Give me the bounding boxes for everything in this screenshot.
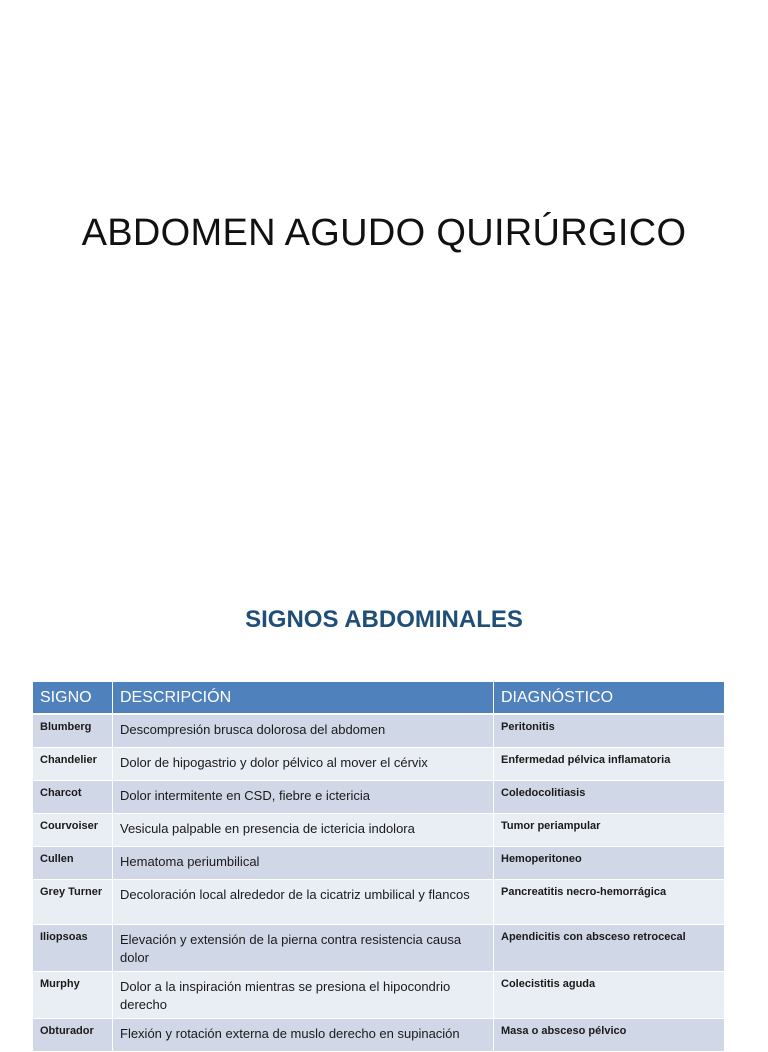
description-cell: Flexión y rotación externa de muslo derecho en supinación: [113, 1019, 494, 1052]
diagnosis-cell: Colecistitis aguda: [494, 972, 724, 1019]
sign-cell: Grey Turner: [33, 880, 113, 925]
diagnosis-cell: Masa o absceso pélvico: [494, 1019, 724, 1052]
description-cell: Dolor a la inspiración mientras se presiona el hipocondrio derecho: [113, 972, 494, 1019]
table-row: [33, 1019, 724, 1052]
column-header-diagnosis: DIAGNÓSTICO: [494, 682, 724, 715]
description-cell: Elevación y extensión de la pierna contra resistencia causa dolor: [113, 925, 494, 972]
diagnosis-cell: Coledocolitiasis: [494, 781, 724, 814]
description-cell: Hematoma periumbilical: [113, 847, 494, 880]
description-cell: Dolor de hipogastrio y dolor pélvico al mover el cérvix: [113, 748, 494, 781]
sign-cell: Blumberg: [33, 715, 113, 748]
slide-title: ABDOMEN AGUDO QUIRÚRGICO: [81, 212, 687, 254]
table-row: [33, 715, 724, 748]
table-row: [33, 925, 724, 972]
diagnosis-cell: Pancreatitis necro-hemorrágica: [494, 880, 724, 925]
diagnosis-cell: Apendicitis con absceso retrocecal: [494, 925, 724, 972]
description-cell: Decoloración local alrededor de la cicatriz umbilical y flancos: [113, 880, 494, 925]
sign-cell: Charcot: [33, 781, 113, 814]
diagnosis-cell: Hemoperitoneo: [494, 847, 724, 880]
section-title: SIGNOS ABDOMINALES: [245, 606, 523, 633]
sign-cell: Obturador: [33, 1019, 113, 1052]
table-row: [33, 847, 724, 880]
sign-cell: Murphy: [33, 972, 113, 1019]
diagnosis-cell: Tumor periampular: [494, 814, 724, 847]
diagnosis-cell: Enfermedad pélvica inflamatoria: [494, 748, 724, 781]
column-header-sign: SIGNO: [33, 682, 113, 715]
description-cell: Vesicula palpable en presencia de ictericia indolora: [113, 814, 494, 847]
table-row: [33, 781, 724, 814]
diagnosis-cell: Peritonitis: [494, 715, 724, 748]
table-row: [33, 814, 724, 847]
column-header-description: DESCRIPCIÓN: [113, 682, 494, 715]
signs-table: [33, 682, 724, 1052]
description-cell: Dolor intermitente en CSD, fiebre e ictericia: [113, 781, 494, 814]
description-cell: Descompresión brusca dolorosa del abdomen: [113, 715, 494, 748]
sign-cell: Chandelier: [33, 748, 113, 781]
sign-cell: Cullen: [33, 847, 113, 880]
table-row: [33, 880, 724, 925]
sign-cell: Courvoiser: [33, 814, 113, 847]
sign-cell: Iliopsoas: [33, 925, 113, 972]
table-header-row: [33, 682, 724, 715]
table-row: [33, 972, 724, 1019]
table-row: [33, 748, 724, 781]
